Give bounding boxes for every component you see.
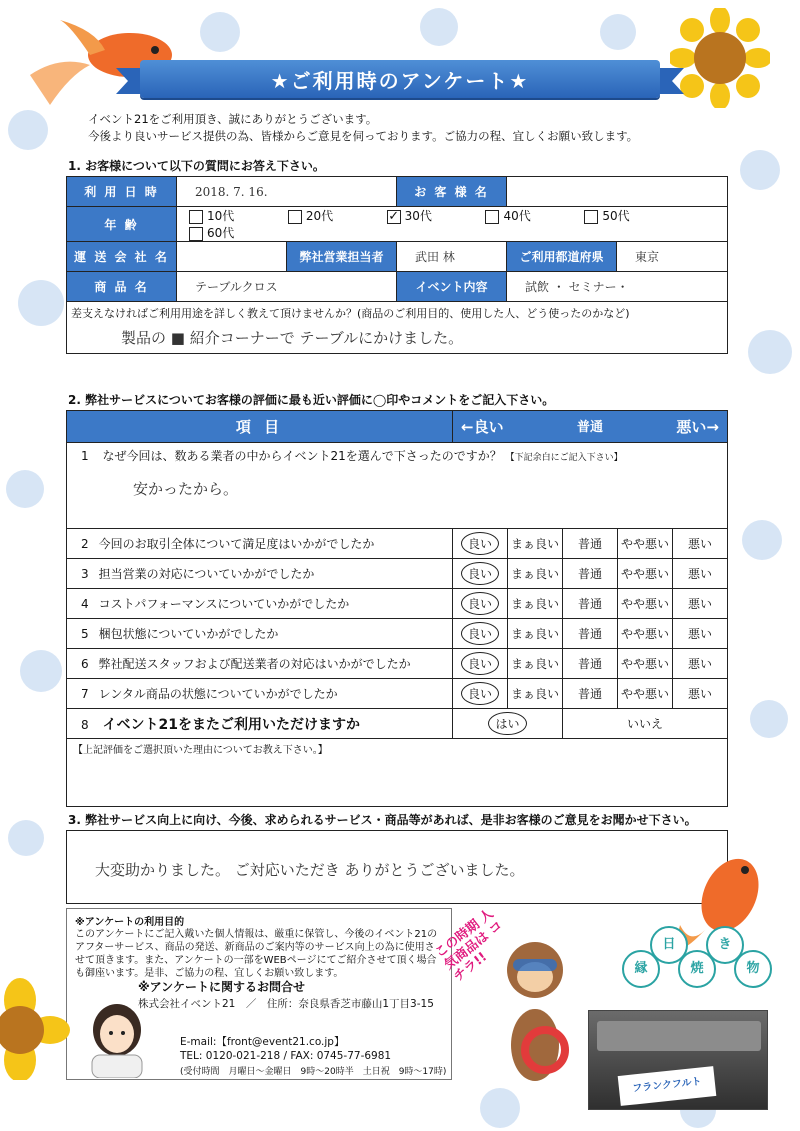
q1-row [67, 443, 728, 529]
purpose-text: このアンケートにご記入戴いた個人情報は、厳重に保管し、今後のイベント21のアフターサービス、商品の発送、新商品のご案内等のサービス向上の為に使用させて頂きます。また、アンケートの一部をWEBページにてご紹介させて頂く場合も御座います。是非、ご協力の程、宜しくお願い致します。 [75, 929, 438, 979]
page-title: ★ご利用時のアンケート★ [140, 60, 660, 98]
event-field[interactable]: 試飲 ・ セミナー・ [507, 272, 728, 302]
q8-yes-option[interactable] [453, 709, 563, 739]
section1-title: 1. お客様について以下の質問にお答え下さい。 [68, 159, 325, 173]
rating-option-label: やや悪い [620, 657, 669, 671]
age-option-30[interactable]: ✓ 30代 [388, 208, 432, 224]
normal-header: 普通 [576, 420, 603, 435]
age-checkbox[interactable] [189, 210, 203, 224]
age-checkbox[interactable] [288, 210, 302, 224]
q8-text: イベント21をまたご利用いただけますか [102, 716, 360, 733]
rating-option[interactable] [673, 529, 728, 559]
question-text: 梱包状態についていかがでしたか [98, 627, 279, 641]
question-row [67, 679, 728, 709]
rating-option-label: やや悪い [620, 537, 669, 551]
sunflower-illustration [670, 8, 770, 108]
q1-answer[interactable]: 安かったから。 [133, 480, 239, 498]
decor-dot [200, 12, 240, 52]
bad-header: 悪い→ [676, 418, 719, 436]
prefecture-label: ご利用都道府県 [507, 242, 617, 272]
question-number: 5 [81, 627, 89, 641]
rating-option-label: 良い [461, 652, 499, 675]
rating-option[interactable] [563, 559, 618, 589]
customer-name-field[interactable] [507, 177, 728, 207]
rating-option[interactable] [618, 679, 673, 709]
usage-question-cell [67, 302, 728, 354]
question-cell [67, 589, 453, 619]
question-cell [67, 649, 453, 679]
rating-option[interactable] [618, 649, 673, 679]
age-checkbox[interactable] [485, 210, 499, 224]
decor-dot [740, 150, 780, 190]
question-number: 6 [81, 657, 89, 671]
contact-email[interactable]: E-mail:【front@event21.co.jp】 [180, 1036, 345, 1048]
rating-option[interactable] [453, 589, 508, 619]
item-header: 項 目 [67, 411, 453, 443]
question-row [67, 619, 728, 649]
decor-dot [600, 14, 636, 50]
rating-option[interactable] [453, 679, 508, 709]
event-label: イベント内容 [397, 272, 507, 302]
rating-option-label: 普通 [577, 627, 602, 641]
age-option-50[interactable]: 50代 [584, 207, 679, 224]
rating-option[interactable] [508, 529, 563, 559]
q8-yes-label: はい [488, 712, 526, 735]
rating-option[interactable] [563, 589, 618, 619]
promo-tagline: この時期 人気商品は コチラ!! [432, 906, 506, 985]
customer-info-table [66, 176, 728, 354]
decor-dot [6, 470, 44, 508]
rating-option[interactable] [508, 649, 563, 679]
rating-option[interactable] [618, 589, 673, 619]
rating-option[interactable] [563, 529, 618, 559]
question-number: 3 [81, 567, 89, 581]
rating-option[interactable] [618, 619, 673, 649]
rating-option[interactable] [453, 649, 508, 679]
contact-hours: (受付時間 月曜日〜金曜日 9時〜20時半 土日祝 9時〜17時) [180, 1067, 447, 1077]
rating-option-label: やや悪い [620, 567, 669, 581]
question-text: 担当営業の対応についていかがでしたか [98, 567, 315, 581]
rating-option[interactable] [673, 559, 728, 589]
rating-option-label: 悪い [687, 627, 712, 641]
rating-option[interactable] [673, 619, 728, 649]
age-options [177, 207, 728, 242]
section2-title: 2. 弊社サービスについてお客様の評価に最も近い評価に◯印やコメントをご記入下さい。 [68, 393, 555, 407]
date-field[interactable]: 2018. 7. 16. [177, 177, 397, 207]
q8-row [67, 709, 453, 739]
q1-number: 1 [81, 449, 89, 463]
decor-dot [8, 820, 44, 856]
rating-option[interactable] [508, 589, 563, 619]
rating-header [453, 411, 728, 443]
rating-option-label: 悪い [687, 687, 712, 701]
date-label: 利 用 日 時 [67, 177, 177, 207]
rating-option-label: やや悪い [620, 627, 669, 641]
q8-number: 8 [81, 717, 89, 732]
sunflower-illustration-bottom [0, 960, 70, 1080]
rating-option-label: 悪い [687, 567, 712, 581]
question-cell [67, 679, 453, 709]
question-cell [67, 559, 453, 589]
rating-option[interactable] [563, 619, 618, 649]
rating-option-label: まぁ良い [510, 687, 559, 701]
q1-text: なぜ今回は、数ある業者の中からイベント21を選んで下さったのですか？ [102, 449, 502, 463]
age-option-60[interactable]: 60代 [189, 224, 249, 241]
product-badge [622, 922, 782, 992]
decor-dot [420, 8, 458, 46]
question-cell [67, 529, 453, 559]
product-field[interactable]: テーブルクロス [177, 272, 397, 302]
product-char: 縁 [622, 950, 660, 988]
rating-option-label: まぁ良い [510, 627, 559, 641]
customer-name-label: お 客 様 名 [397, 177, 507, 207]
question-text: レンタル商品の状態についていかがでしたか [98, 687, 338, 701]
sales-rep-label: 弊社営業担当者 [287, 242, 397, 272]
decor-dot [742, 520, 782, 560]
product-char: 焼 [678, 950, 716, 988]
rating-option-label: 普通 [577, 687, 602, 701]
rating-option[interactable] [508, 619, 563, 649]
question-row [67, 649, 728, 679]
contact-title: ※アンケートに関するお問合せ [138, 980, 305, 994]
company-address: 株式会社イベント21 ／ 住所：奈良県香芝市藤山1丁目3-15 [138, 998, 434, 1010]
usage-question: 差支えなければご利用用途を詳しく教えて頂けませんか？(商品のご利用目的、使用した人、どう使ったのかなど) [71, 307, 630, 320]
rating-option[interactable] [508, 559, 563, 589]
product-char: き [706, 926, 744, 964]
question-row [67, 589, 728, 619]
rating-option[interactable] [673, 649, 728, 679]
rating-option-label: 良い [461, 622, 499, 645]
age-option-40[interactable]: 40代 [485, 207, 580, 224]
intro-text [88, 111, 638, 145]
product-label: 商 品 名 [67, 272, 177, 302]
age-option-20[interactable]: 20代 [288, 207, 383, 224]
sales-rep-field[interactable]: 武田 林 [397, 242, 507, 272]
age-label: 年 齢 [67, 207, 177, 242]
question-number: 7 [81, 687, 89, 701]
decor-dot [748, 330, 792, 374]
rating-option-label: 良い [461, 532, 499, 555]
age-checkbox[interactable] [584, 210, 598, 224]
product-char: 日 [650, 926, 688, 964]
rating-option-label: まぁ良い [510, 537, 559, 551]
age-option-10[interactable]: 10代 [189, 207, 284, 224]
rating-option[interactable] [673, 589, 728, 619]
question-cell [67, 619, 453, 649]
good-header: ←良い [461, 418, 504, 436]
rating-option[interactable] [673, 679, 728, 709]
rating-option-label: やや悪い [620, 687, 669, 701]
q1-note: 【下記余白にご記入下さい】 [505, 453, 623, 463]
rating-option[interactable] [508, 679, 563, 709]
operator-illustration [72, 1000, 162, 1078]
feedback-box[interactable] [66, 830, 728, 904]
question-row [67, 559, 728, 589]
rating-option-label: まぁ良い [510, 597, 559, 611]
decor-dot [20, 650, 62, 692]
rating-option[interactable] [453, 619, 508, 649]
rating-option-label: まぁ良い [510, 657, 559, 671]
photo-sign: フランクフルト [618, 1066, 717, 1106]
rating-option-label: 良い [461, 562, 499, 585]
rating-option-label: やや悪い [620, 597, 669, 611]
rating-option-label: まぁ良い [510, 567, 559, 581]
q8-no-label: いいえ [626, 717, 663, 731]
age-checkbox-checked[interactable]: ✓ [388, 208, 400, 224]
question-text: 今回のお取引全体について満足度はいかがでしたか [98, 537, 375, 551]
reason-cell[interactable] [67, 739, 728, 807]
evaluation-table [66, 410, 728, 807]
question-number: 4 [81, 597, 89, 611]
q8-no-option[interactable] [563, 709, 728, 739]
reason-label: 【上記評価をご選択頂いた理由についてお教え下さい。】 [73, 745, 328, 756]
question-number: 2 [81, 537, 89, 551]
rating-option-label: 悪い [687, 657, 712, 671]
rating-option[interactable] [618, 529, 673, 559]
question-text: コストパフォーマンスについていかがでしたか [98, 597, 350, 611]
prefecture-field[interactable]: 東京 [617, 242, 728, 272]
rating-option-label: 普通 [577, 567, 602, 581]
decor-dot [18, 280, 64, 326]
rating-option-label: 良い [461, 682, 499, 705]
rating-option[interactable] [453, 529, 508, 559]
section3-title: 3. 弊社サービス向上に向け、今後、求められるサービス・商品等があれば、是非お客様のご意見をお聞かせ下さい。 [68, 813, 697, 827]
rating-option-label: 悪い [687, 537, 712, 551]
decor-dot [8, 110, 48, 150]
carrier-field[interactable] [177, 242, 287, 272]
contact-tel: TEL: 0120-021-218 / FAX: 0745-77-6981 [180, 1050, 392, 1062]
rating-option-label: 普通 [577, 657, 602, 671]
purpose-title: ※アンケートの利用目的 [75, 917, 185, 928]
rating-option[interactable] [563, 679, 618, 709]
feedback-answer: 大変助かりました。 ご対応いただき ありがとうございました。 [95, 861, 525, 879]
grill-plate [597, 1021, 761, 1051]
question-text: 弊社配送スタッフおよび配送業者の対応はいかがでしたか [98, 657, 411, 671]
intro-line: イベント21をご利用頂き、誠にありがとうございます。 [88, 112, 378, 126]
product-char: 物 [734, 950, 772, 988]
rating-option-label: 悪い [687, 597, 712, 611]
rating-option[interactable] [618, 559, 673, 589]
age-checkbox[interactable] [189, 227, 203, 241]
usage-answer[interactable]: 製品の ■ 紹介コーナーで テーブルにかけました。 [121, 329, 464, 347]
intro-line: 今後より良いサービス提供の為、皆様からご意見を伺っております。ご協力の程、宜しくお願い致します。 [88, 129, 639, 143]
monkey-illustration [485, 935, 585, 1095]
question-row [67, 529, 728, 559]
rating-option[interactable] [563, 649, 618, 679]
rating-option[interactable] [453, 559, 508, 589]
carrier-label: 運 送 会 社 名 [67, 242, 177, 272]
rating-option-label: 良い [461, 592, 499, 615]
product-photo [588, 1010, 768, 1110]
decor-dot [750, 700, 788, 738]
rating-option-label: 普通 [577, 597, 602, 611]
rating-option-label: 普通 [577, 537, 602, 551]
